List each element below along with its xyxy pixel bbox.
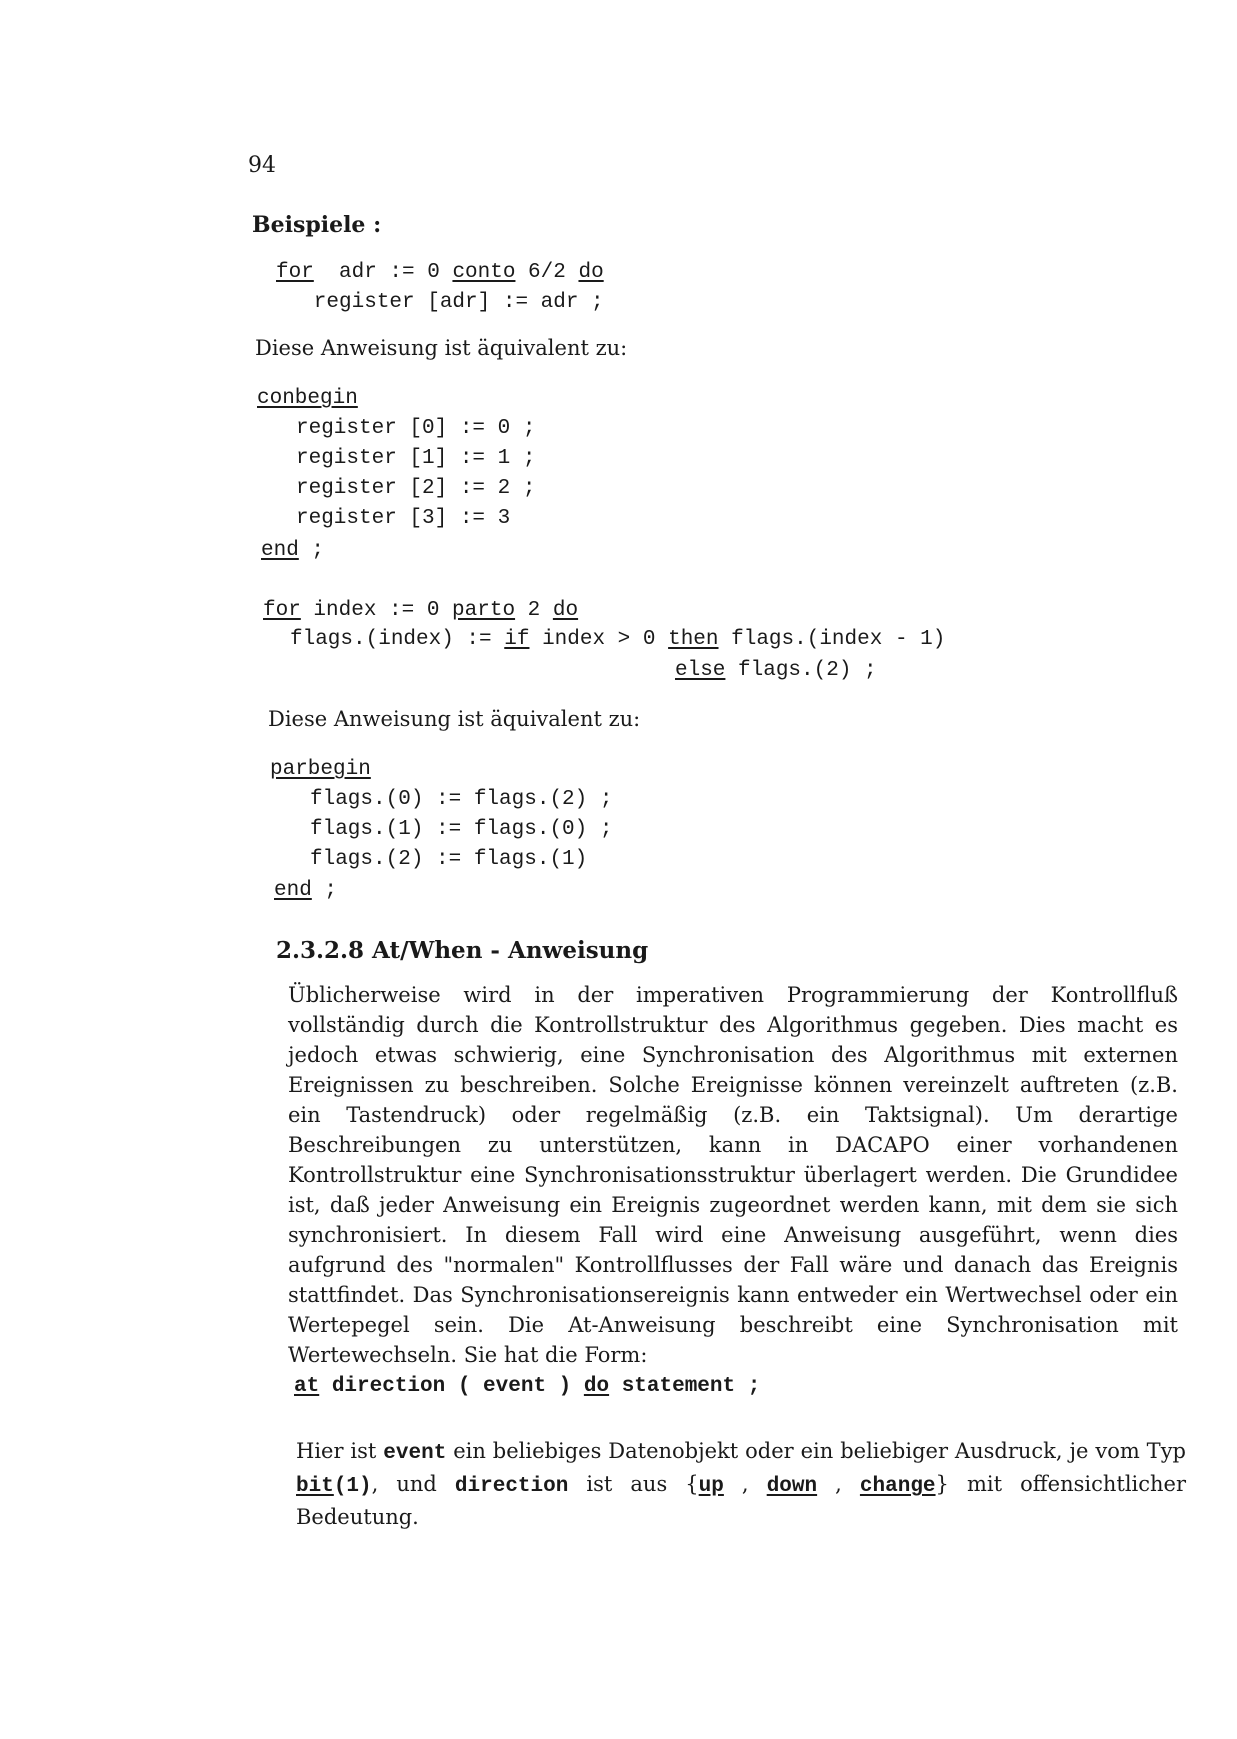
keyword-do: do	[552, 599, 579, 622]
equivalence-text-1: Diese Anweisung ist äquivalent zu:	[255, 336, 628, 360]
prose-text: } mit offensichtlicher Bedeutung.	[296, 1472, 1187, 1529]
keyword-then: then	[668, 628, 719, 651]
section-paragraph: Üblicherweise wird in der imperativen Programmierung der Kontrollfluß vollständig durch die Kontrollstruktur des Algorithmus gegeben. Dies macht es jedoch etwas schwierig, eine Synchronisation des Algorithmus mit externen Ereignissen zu beschreiben. Solche Ereignisse können vereinzelt auftreten (z.B. ein Tastendruck) oder regelmäßig (z.B. ein Taktsignal). Um derartige Beschreibungen zu unterstützen, kann in DACAPO einer vorhandenen Kontrollstruktur eine Synchronisationsstruktur überlagert werden. Die Grundidee ist, daß jeder Anweisung ein Ereignis zugeordnet werden kann, mit dem sie sich synchronisiert. In diesem Fall wird eine Anweisung ausgeführt, wenn dies aufgrund des "normalen" Kontrollflusses der Fall wäre und danach das Ereignis stattfindet. Das Synchronisationsereignis kann entweder ein Wertwechsel oder ein Wertepegel sein. Die At-Anweisung beschreibt eine Synchronisation mit Wertewechseln. Sie hat die Form:	[288, 983, 1178, 1367]
code-text: index > 0	[529, 628, 669, 651]
parbegin-line: flags.(1) := flags.(0) ;	[310, 818, 613, 841]
page-number: 94	[248, 153, 276, 178]
prose-text: , und	[371, 1472, 455, 1496]
keyword-end: end	[274, 879, 312, 902]
code-text: flags.(index - 1)	[718, 628, 946, 651]
prose-text: Hier ist	[296, 1439, 384, 1463]
keyword-parto: parto	[452, 599, 516, 622]
conbegin-line: register [1] := 1 ;	[296, 447, 536, 470]
conbegin-line: register [0] := 0 ;	[296, 417, 536, 440]
code-direction: direction	[454, 1475, 569, 1498]
code-text: 6/2	[515, 261, 579, 284]
keyword-for: for	[263, 599, 301, 622]
example1-line1	[276, 258, 604, 288]
prose-text: ist aus {	[568, 1472, 699, 1496]
conbegin-line: register [3] := 3	[296, 507, 511, 530]
parbegin-line: flags.(0) := flags.(2) ;	[310, 788, 613, 811]
final-paragraph	[296, 1436, 1186, 1532]
example2-line1	[263, 596, 578, 626]
example2-line2	[290, 625, 945, 655]
keyword-at: at	[294, 1375, 320, 1398]
conbegin-line: register [2] := 2 ;	[296, 477, 536, 500]
code-text: flags.(index) :=	[290, 628, 505, 651]
code-text: flags.(2) ;	[725, 659, 877, 682]
keyword-do: do	[583, 1375, 610, 1398]
prose-text: ein beliebiges Datenobjekt oder ein beliebiger Ausdruck, je vom Typ	[446, 1439, 1186, 1463]
at-statement-form	[294, 1372, 760, 1402]
example1-line2: register [adr] := adr ;	[276, 291, 604, 314]
keyword-conbegin: conbegin	[257, 387, 358, 410]
prose-text: ,	[723, 1472, 767, 1496]
keyword-if: if	[504, 628, 530, 651]
conbegin-end	[261, 536, 324, 566]
keyword-change: change	[859, 1475, 936, 1498]
code-text: 2	[515, 599, 553, 622]
equivalence-text-2: Diese Anweisung ist äquivalent zu:	[268, 707, 641, 731]
keyword-end: end	[261, 539, 299, 562]
keyword-for: for	[276, 261, 314, 284]
section-heading: 2.3.2.8 At/When - Anweisung	[276, 937, 649, 964]
code-text: statement ;	[609, 1375, 761, 1398]
keyword-do: do	[578, 261, 604, 284]
keyword-conto: conto	[452, 261, 516, 284]
parbegin-keyword	[270, 755, 371, 785]
keyword-else: else	[675, 659, 726, 682]
code-text: direction ( event )	[319, 1375, 584, 1398]
code-text: index := 0	[300, 599, 453, 622]
code-text: adr := 0	[313, 261, 453, 284]
code-text: ;	[298, 539, 325, 562]
keyword-up: up	[698, 1475, 724, 1498]
parbegin-line: flags.(2) := flags.(1)	[310, 848, 588, 871]
keyword-parbegin: parbegin	[270, 758, 371, 781]
code-text: ;	[311, 879, 338, 902]
keyword-bit: bit	[296, 1475, 334, 1498]
prose-text: ,	[817, 1472, 860, 1496]
example2-line3	[675, 656, 877, 686]
code-event: event	[383, 1442, 447, 1465]
conbegin-keyword	[257, 384, 358, 414]
parbegin-end	[274, 876, 337, 906]
code-bit-width: (1)	[333, 1475, 372, 1498]
keyword-down: down	[766, 1475, 818, 1498]
examples-label: Beispiele :	[252, 212, 382, 238]
